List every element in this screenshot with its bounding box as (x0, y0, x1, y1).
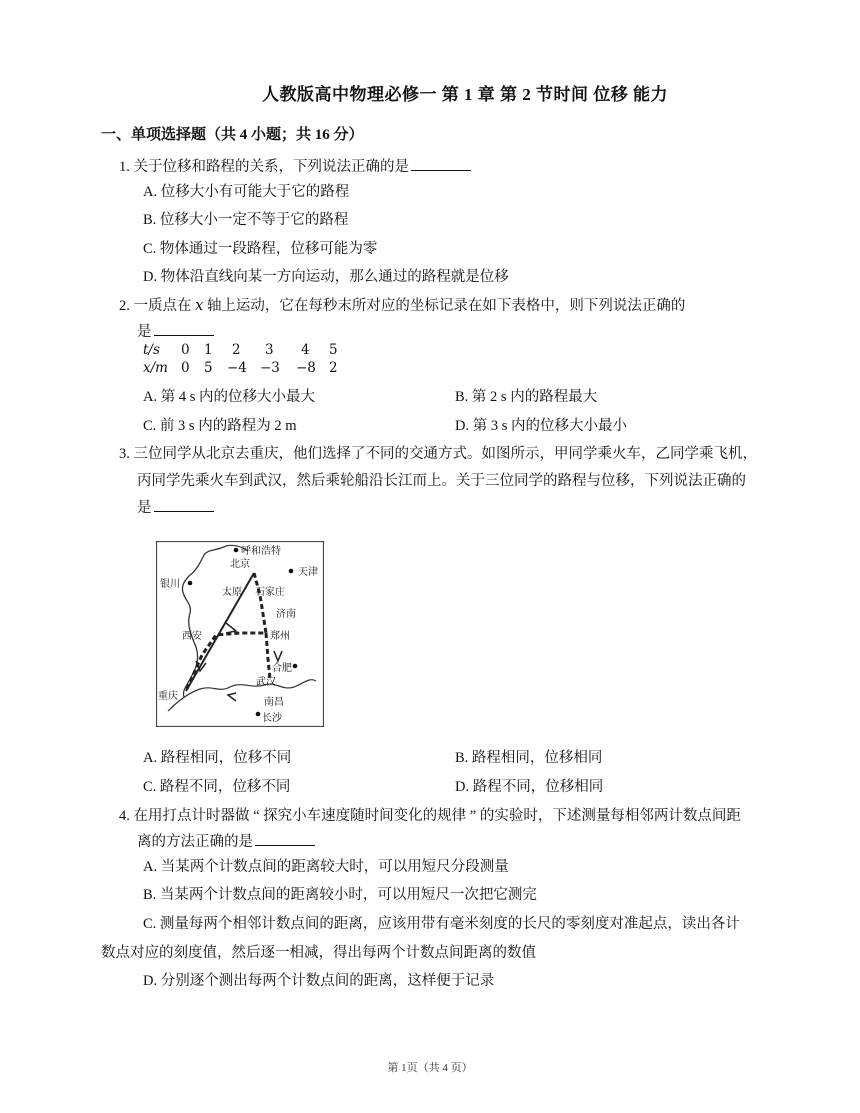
map-label: 南昌 (264, 697, 284, 708)
q3-option-d[interactable]: D. 路程不同，位移相同 (455, 779, 604, 795)
t-label: t/s (143, 342, 160, 358)
x-label: x/m (143, 360, 168, 376)
table-cell: −3 (260, 360, 280, 376)
q3-option-a[interactable]: A. 路程相同，位移不同 (143, 750, 292, 766)
answer-blank[interactable] (154, 499, 214, 512)
city-dot (293, 664, 298, 669)
q3-option-c[interactable]: C. 路程不同，位移不同 (143, 779, 291, 795)
map-label: 济南 (276, 609, 296, 620)
map-label: 重庆 (158, 691, 178, 702)
q1-option-a[interactable]: A. 位移大小有可能大于它的路程 (143, 184, 350, 200)
table-cell: 2 (232, 342, 241, 358)
table-cell: 5 (204, 360, 213, 376)
table-cell: 0 (181, 360, 190, 376)
answer-blank[interactable] (154, 323, 214, 336)
map-label: 石家庄 (255, 587, 285, 598)
map-label: 天津 (298, 567, 318, 578)
city-dot (234, 548, 239, 553)
page-footer: 第 1页（共 4 页） (387, 1062, 473, 1074)
q4-stem: 4. 在用打点计时器做 “ 探究小车速度随时间变化的规律 ” 的实验时，下述测量每相邻两计数点间距 (119, 808, 741, 824)
table-cell: 3 (265, 342, 274, 358)
q2-option-b[interactable]: B. 第 2 s 内的路程最大 (455, 389, 598, 405)
q2-option-a[interactable]: A. 第 4 s 内的位移大小最大 (143, 389, 315, 405)
q2-stem: 2. 一质点在 x 轴上运动，它在每秒末所对应的坐标记录在如下表格中，则下列说法正确的 (119, 298, 686, 314)
map-label: 呼和浩特 (241, 546, 281, 557)
q4-option-d[interactable]: D. 分别逐个测出每两个计数点间的距离，这样便于记录 (143, 973, 495, 989)
q4-option-a[interactable]: A. 当某两个计数点间的距离较大时，可以用短尺分段测量 (143, 859, 509, 875)
table-cell: 4 (301, 342, 310, 358)
map-label: 太原 (222, 587, 242, 598)
map-label: 银川 (160, 579, 180, 590)
table-cell: 0 (181, 342, 190, 358)
map-label: 长沙 (262, 713, 282, 724)
table-cell: 1 (204, 342, 213, 358)
q1-option-d[interactable]: D. 物体沿直线向某一方向运动，那么通过的路程就是位移 (143, 269, 509, 285)
q3-stem-cont2: 是 (137, 496, 214, 517)
page-title: 人教版高中物理必修一 第 1 章 第 2 节时间 位移 能力 (262, 85, 668, 104)
q4-option-b[interactable]: B. 当某两个计数点间的距离较小时，可以用短尺一次把它测完 (143, 887, 537, 903)
q4-option-c[interactable]: C. 测量每两个相邻计数点间的距离，应该用带有毫米刻度的长尺的零刻度对准起点，读出各计 (143, 916, 740, 932)
q2-option-d[interactable]: D. 第 3 s 内的位移大小最小 (455, 418, 627, 434)
answer-blank[interactable] (411, 158, 471, 171)
city-dot (289, 569, 294, 574)
q1-stem: 1. 关于位移和路程的关系，下列说法正确的是 (119, 155, 471, 176)
map-label: 合肥 (272, 663, 292, 674)
map-label: 武汉 (256, 677, 276, 688)
answer-blank[interactable] (255, 833, 315, 846)
table-cell: 2 (329, 360, 338, 376)
map-label: 西安 (182, 631, 202, 642)
table-cell: 5 (329, 342, 338, 358)
q2-option-c[interactable]: C. 前 3 s 内的路程为 2 m (143, 418, 297, 434)
section-heading: 一、单项选择题（共 4 小题；共 16 分） (101, 127, 364, 143)
q1-option-c[interactable]: C. 物体通过一段路程，位移可能为零 (143, 241, 378, 257)
city-dot (188, 581, 193, 586)
q3-stem: 3. 三位同学从北京去重庆，他们选择了不同的交通方式。如图所示，甲同学乘火车，乙同学乘飞机， (119, 446, 757, 462)
q3-option-b[interactable]: B. 路程相同，位移相同 (455, 750, 603, 766)
q3-stem-cont: 丙同学先乘火车到武汉，然后乘轮船沿长江而上。关于三位同学的路程与位移，下列说法正确的 (137, 473, 746, 489)
table-cell: −8 (296, 360, 316, 376)
map-label: 北京 (230, 559, 250, 570)
q4-stem-cont: 离的方法正确的是 (137, 830, 315, 851)
map-label: 郑州 (270, 631, 290, 642)
q4-option-c-cont: 数点对应的刻度值，然后逐一相减，得出每两个计数点间距离的数值 (101, 945, 536, 961)
q2-stem-cont: 是 (137, 320, 214, 341)
travel-route-map (156, 541, 324, 727)
city-dot (256, 712, 261, 717)
table-cell: −4 (227, 360, 247, 376)
q1-option-b[interactable]: B. 位移大小一定不等于它的路程 (143, 212, 349, 228)
